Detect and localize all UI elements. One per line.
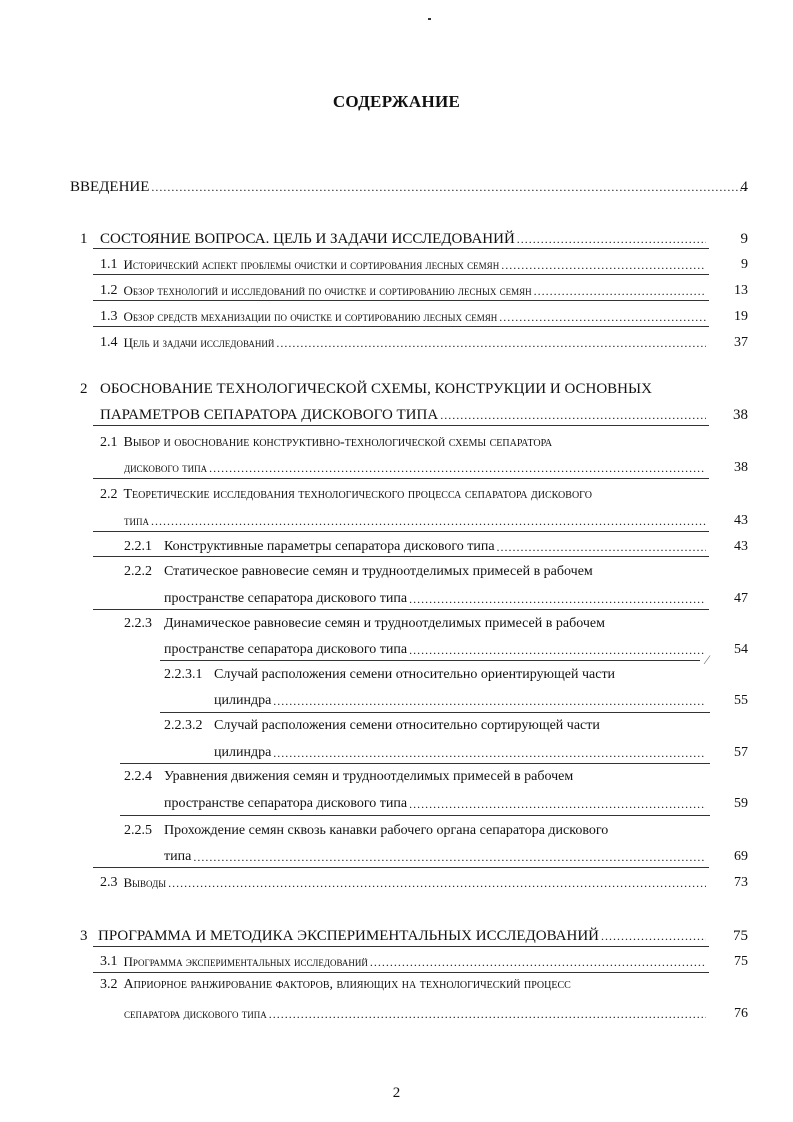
toc-label: Прохождение семян сквозь канавки рабочего органа сепаратора дискового <box>164 823 609 838</box>
toc-entry-3-2-line1[interactable] <box>100 976 571 994</box>
toc-number: 3 <box>80 928 88 944</box>
toc-label: Выводы <box>123 875 167 890</box>
toc-page: 75 <box>733 928 748 944</box>
toc-entry-3-2[interactable] <box>124 1003 748 1023</box>
toc-entry-2-2-3-2-line1[interactable] <box>164 717 600 735</box>
toc-entry-2-2-4[interactable] <box>164 793 748 813</box>
toc-entry-2-line1[interactable] <box>80 380 652 398</box>
toc-entry-2-2-5-line1[interactable] <box>124 822 608 840</box>
toc-entry-2-1[interactable] <box>124 457 748 477</box>
toc-entry-1-4[interactable] <box>100 332 748 352</box>
dot-leader <box>151 512 706 530</box>
toc-entry-1[interactable] <box>80 228 748 248</box>
toc-number: 3.2 <box>100 977 118 992</box>
toc-entry-2-2-2-line1[interactable] <box>124 563 593 581</box>
dot-leader <box>409 641 706 659</box>
toc-label-cont: ПАРАМЕТРОВ СЕПАРАТОРА ДИСКОВОГО ТИПА <box>100 407 439 423</box>
toc-page: 57 <box>734 745 748 760</box>
toc-entry-2-2-3[interactable] <box>164 639 748 659</box>
table-rule <box>93 972 709 973</box>
toc-page: 73 <box>734 875 748 890</box>
toc-page: 59 <box>734 796 748 811</box>
toc-page: 47 <box>734 591 748 606</box>
dot-leader <box>497 538 706 556</box>
toc-label: ПРОГРАММА И МЕТОДИКА ЭКСПЕРИМЕНТАЛЬНЫХ ИССЛЕДОВАНИЙ <box>98 928 599 944</box>
toc-page: 43 <box>734 539 748 554</box>
dot-leader <box>276 334 706 352</box>
toc-entry-2-2-4-line1[interactable] <box>124 768 573 786</box>
toc-label: Динамическое равновесие семян и трудноотделимых примесей в рабочем <box>164 616 605 631</box>
toc-page: 55 <box>734 693 748 708</box>
toc-label: Программа экспериментальных исследований <box>123 954 368 969</box>
dot-leader <box>168 874 706 892</box>
toc-label-cont: типа <box>164 849 192 864</box>
toc-entry-intro[interactable] <box>70 176 748 196</box>
toc-label: Априорное ранжирование факторов, влияющих на технологический процесс <box>123 977 571 992</box>
toc-number: 2.2.5 <box>124 823 152 838</box>
table-rule <box>93 300 709 301</box>
toc-number: 2.2.3 <box>124 616 152 631</box>
toc-label: ОБОСНОВАНИЕ ТЕХНОЛОГИЧЕСКОЙ СХЕМЫ, КОНСТРУКЦИИ И ОСНОВНЫХ <box>100 381 652 397</box>
dot-leader <box>501 256 706 274</box>
table-rule <box>93 946 709 947</box>
toc-page: 19 <box>734 309 748 324</box>
table-rule <box>93 478 709 479</box>
toc-page: 9 <box>741 257 748 272</box>
toc-label-cont: цилиндра <box>214 693 272 708</box>
toc-page: 38 <box>733 407 748 423</box>
dot-leader <box>273 692 706 710</box>
table-rule <box>93 326 709 327</box>
toc-entry-2-2-1[interactable] <box>124 536 748 556</box>
toc-label: Случай расположения семени относительно ориентирующей части <box>214 667 616 682</box>
toc-number: 1.2 <box>100 283 118 298</box>
table-rule <box>93 609 709 610</box>
table-rule <box>93 425 709 426</box>
toc-entry-2-2-3-line1[interactable] <box>124 615 605 633</box>
toc-entry-1-1[interactable] <box>100 254 748 274</box>
toc-number: 2.2.1 <box>124 539 152 554</box>
dot-leader <box>499 308 706 326</box>
toc-number: 1.3 <box>100 309 118 324</box>
page-number: 2 <box>392 1085 401 1101</box>
page-title: СОДЕРЖАНИЕ <box>332 92 461 111</box>
toc-number: 2 <box>80 381 88 397</box>
table-rule <box>160 660 700 661</box>
toc-label: ВВЕДЕНИЕ <box>70 179 150 195</box>
toc-entry-1-3[interactable] <box>100 306 748 326</box>
toc-entry-2-2[interactable] <box>124 510 748 530</box>
table-rule <box>93 248 709 249</box>
toc-number: 2.3 <box>100 875 118 890</box>
toc-entry-3-1[interactable] <box>100 951 748 971</box>
table-rule <box>120 763 710 764</box>
toc-label-cont: пространстве сепаратора дискового типа <box>164 591 408 606</box>
scan-mark: ⁄ <box>706 652 709 667</box>
toc-number: 2.2.2 <box>124 564 152 579</box>
dot-leader <box>269 1005 706 1023</box>
toc-page: 37 <box>734 335 748 350</box>
dot-leader <box>193 848 706 866</box>
toc-page: 43 <box>734 513 748 528</box>
toc-label: СОСТОЯНИЕ ВОПРОСА. ЦЕЛЬ И ЗАДАЧИ ИССЛЕДОВАНИЙ <box>100 231 515 247</box>
toc-page: 69 <box>734 849 748 864</box>
toc-page: 38 <box>734 460 748 475</box>
scan-speck <box>428 18 431 20</box>
toc-entry-2-2-3-2[interactable] <box>214 742 748 762</box>
dot-leader <box>409 795 706 813</box>
toc-number: 1.1 <box>100 257 118 272</box>
dot-leader <box>409 590 706 608</box>
toc-label-cont: сепаратора дискового типа <box>124 1006 267 1021</box>
toc-number: 2.2 <box>100 487 118 502</box>
toc-page: 13 <box>734 283 748 298</box>
dot-leader <box>209 459 706 477</box>
dot-leader <box>601 927 706 945</box>
toc-number: 2.2.3.2 <box>164 718 203 733</box>
toc-page: 75 <box>734 954 748 969</box>
toc-entry-2-2-5[interactable] <box>164 846 748 866</box>
toc-label: Конструктивные параметры сепаратора дискового типа <box>164 539 495 554</box>
toc-number: 1 <box>80 231 88 247</box>
table-rule <box>93 867 709 868</box>
toc-label: Выбор и обоснование конструктивно-технологической схемы сепаратора <box>123 435 553 450</box>
toc-entry-2-2-3-1-line1[interactable] <box>164 666 615 684</box>
toc-label: Статическое равновесие семян и трудноотделимых примесей в рабочем <box>164 564 593 579</box>
toc-label-cont: дискового типа <box>124 460 208 475</box>
table-rule <box>160 712 710 713</box>
toc-label-cont: цилиндра <box>214 745 272 760</box>
dot-leader <box>517 230 706 248</box>
toc-label: Теоретические исследования технологического процесса сепаратора дискового <box>123 487 592 502</box>
toc-entry-2-2-line1[interactable] <box>100 486 592 504</box>
toc-number: 2.1 <box>100 435 118 450</box>
toc-page: 9 <box>740 231 748 247</box>
toc-label-cont: типа <box>124 513 149 528</box>
toc-label: Обзор средств механизации по очистке и сортированию лесных семян <box>123 309 498 324</box>
toc-page: 76 <box>734 1006 748 1021</box>
table-rule <box>93 531 709 532</box>
dot-leader <box>534 282 706 300</box>
toc-entry-2-2-2[interactable] <box>164 588 748 608</box>
dot-leader <box>370 953 706 971</box>
toc-entry-2-3[interactable] <box>100 872 748 892</box>
toc-number: 2.2.4 <box>124 769 152 784</box>
table-rule <box>93 556 709 557</box>
toc-label: Исторический аспект проблемы очистки и сортирования лесных семян <box>123 257 500 272</box>
toc-label: Случай расположения семени относительно сортирующей части <box>214 718 600 733</box>
toc-page: 4 <box>740 179 748 195</box>
dot-leader <box>151 178 746 196</box>
table-rule <box>120 815 710 816</box>
toc-entry-3[interactable] <box>80 925 748 945</box>
toc-label-cont: пространстве сепаратора дискового типа <box>164 642 408 657</box>
toc-label: Уравнения движения семян и трудноотделимых примесей в рабочем <box>164 769 574 784</box>
toc-number: 2.2.3.1 <box>164 667 203 682</box>
toc-number: 3.1 <box>100 954 118 969</box>
table-rule <box>93 274 709 275</box>
toc-entry-2-2-3-1[interactable] <box>214 690 748 710</box>
toc-entry-2-1-line1[interactable] <box>100 434 552 452</box>
toc-label: Обзор технологий и исследований по очистке и сортированию лесных семян <box>123 283 532 298</box>
dot-leader <box>440 406 706 424</box>
dot-leader <box>273 744 706 762</box>
toc-entry-2[interactable] <box>100 404 748 424</box>
toc-number: 1.4 <box>100 335 118 350</box>
toc-label-cont: пространстве сепаратора дискового типа <box>164 796 408 811</box>
toc-entry-1-2[interactable] <box>100 280 748 300</box>
toc-page: 54 <box>734 642 748 657</box>
toc-label: Цель и задачи исследований <box>123 335 275 350</box>
